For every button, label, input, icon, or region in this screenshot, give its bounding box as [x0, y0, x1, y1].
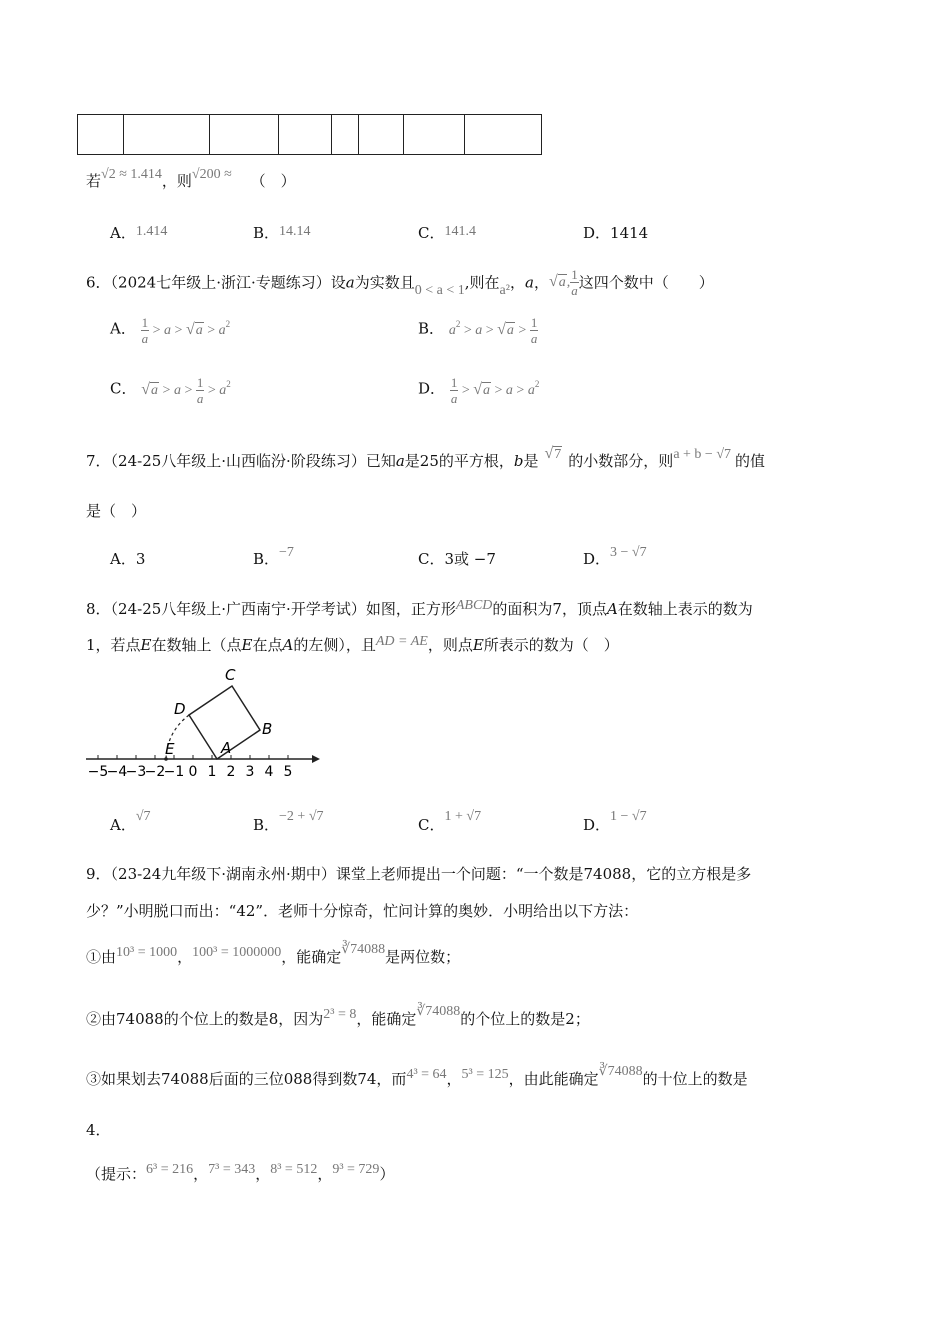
option-value: 1 + √7 — [444, 809, 482, 824]
q8-equality: AD = AE — [375, 634, 428, 649]
q9-text: ，由此能确定 — [508, 1070, 599, 1088]
q8-text: 在点 — [252, 636, 283, 654]
q9-text: ②由74088的个位上的数是8，因为 — [86, 1010, 324, 1028]
question-number: 8． — [86, 600, 111, 618]
label-c: C — [225, 666, 236, 684]
tick-label: 4 — [264, 764, 274, 780]
q8-text: 如图，正方形 — [365, 600, 456, 618]
q7-text: 是25的平方根， — [404, 452, 514, 470]
cube-root-expr: ∛74088 — [598, 1064, 643, 1079]
q9-hint-eq: 9³ = 729 — [332, 1162, 380, 1177]
label-d: D — [174, 700, 186, 718]
cube-root-expr: ∛74088 — [341, 942, 386, 957]
option-label: A． — [110, 816, 136, 834]
point-e: E — [241, 636, 253, 654]
label-b: B — [262, 720, 273, 738]
q7-text: 的值 — [735, 452, 766, 470]
table-cell — [279, 115, 332, 155]
option-label: D． — [583, 816, 611, 834]
q7-line2: 是（ ） — [86, 502, 147, 520]
q8-square-name: ABCD — [455, 598, 493, 613]
q6-option-c[interactable] — [110, 376, 231, 405]
q8-text: 1，若点 — [86, 636, 141, 654]
q6-text: ,则在 — [464, 273, 500, 292]
q5-option-d[interactable] — [583, 222, 648, 243]
q9-eq: 4³ = 64 — [406, 1067, 447, 1082]
label-e: E — [165, 740, 175, 758]
q9-text: 的十位上的数是 — [642, 1070, 748, 1088]
var-a: a — [345, 273, 355, 292]
table-cell — [404, 115, 465, 155]
tick-label: −2 — [144, 764, 166, 780]
cube-root-expr: ∛74088 — [416, 1004, 461, 1019]
table-cell — [124, 115, 210, 155]
option-label: D． — [418, 379, 446, 398]
q7-option-d[interactable] — [583, 545, 647, 569]
q9-hint-eq: 6³ = 216 — [146, 1162, 194, 1177]
table-cell — [210, 115, 279, 155]
q9-eq: 10³ = 1000 — [116, 945, 178, 960]
q9-text: ，能确定 — [356, 1010, 417, 1028]
tick-label: 0 — [188, 764, 198, 780]
option-label: A． — [110, 550, 136, 568]
q6-option-d[interactable] — [418, 376, 539, 405]
q9-hint-eq: 8³ = 512 — [270, 1162, 318, 1177]
q9-eq: 5³ = 125 — [461, 1067, 509, 1082]
tick-label: −5 — [87, 764, 109, 780]
option-label: A． — [110, 224, 136, 242]
option-value: −7 — [279, 545, 294, 560]
q9-text: （提示： — [86, 1165, 147, 1183]
option-label: A． — [110, 319, 136, 338]
option-label: C． — [418, 550, 445, 568]
tick-label: −4 — [106, 764, 128, 780]
option-value: 1 − √7 — [610, 809, 647, 824]
q6-condition: 0 < a < 1 — [414, 282, 465, 298]
q6-option-a[interactable] — [110, 316, 230, 345]
q6-option-d-expr: $\frac{1}{a}$ > $√a > a > a^2$ — [450, 375, 540, 406]
q6-text: 为实数且 — [354, 273, 415, 292]
tick-label: −3 — [125, 764, 147, 780]
q8-option-c[interactable] — [418, 809, 482, 835]
q9-eq: 100³ = 1000000 — [192, 945, 282, 960]
q9-text: 课堂上老师提出一个问题：“一个数是74088，它的立方根是多 — [335, 865, 752, 883]
q6-sqrt-and-reciprocal: √a, $\frac{1}{a}$ — [548, 267, 578, 298]
q9-line2: 少？”小明脱口而出：“42”．老师十分惊奇，忙问计算的奥妙．小明给出以下方法： — [86, 902, 639, 920]
q8-text: 的左侧），且 — [293, 636, 376, 654]
table-cell — [359, 115, 404, 155]
question-source: （24-25八年级上·广西南宁·开学考试） — [110, 600, 366, 618]
var-a: a — [524, 273, 534, 292]
point-a: A — [606, 600, 618, 618]
sqrt7-expr: √7 — [544, 445, 562, 462]
var-a: a — [395, 452, 405, 470]
var-b: b — [513, 452, 524, 470]
option-value: 14.14 — [279, 224, 311, 239]
q9-step2 — [86, 1004, 590, 1029]
tick-label: 2 — [226, 764, 236, 780]
q9-text: 是两位数； — [385, 948, 461, 966]
label-a: A — [221, 739, 232, 757]
option-label: B． — [418, 319, 445, 338]
option-value: 1414 — [610, 224, 649, 242]
q9-step1: ①由10³ = 1000，100³ = 1000000，能确定∛74088是两位数； — [86, 942, 461, 966]
option-label: D． — [583, 550, 611, 568]
option-label: B． — [253, 816, 280, 834]
question-source: （23-24九年级下·湖南永州·期中） — [110, 865, 336, 883]
q6-text: 设 — [330, 273, 346, 292]
q8-text: 所表示的数为（ ） — [483, 636, 619, 654]
option-label: B． — [253, 550, 280, 568]
point-a: A — [282, 636, 294, 654]
q9-text: ） — [379, 1165, 395, 1183]
q8-text: ，则点 — [427, 636, 473, 654]
option-label: C． — [418, 224, 445, 242]
tick-label: 5 — [283, 764, 293, 780]
option-value: 141.4 — [444, 224, 476, 239]
q9-text: ，能确定 — [281, 948, 342, 966]
q6-option-b-expr: $a^2 > a > √a$ > $\frac{1}{a}$ — [448, 315, 538, 346]
q5-option-c[interactable] — [418, 222, 476, 243]
option-value: −2 + √7 — [279, 809, 324, 824]
option-value: 1.414 — [135, 224, 168, 239]
q8-option-d[interactable] — [583, 809, 647, 835]
q7-text: 是 — [523, 452, 539, 470]
q6-option-b[interactable] — [418, 316, 538, 345]
q8-text: 在数轴上表示的数为 — [617, 600, 753, 618]
q9-hint: （提示：6³ = 216，7³ = 343，8³ = 512，9³ = 729） — [86, 1162, 395, 1183]
q5-option-a[interactable] — [110, 222, 167, 243]
q9-line1 — [86, 863, 751, 884]
q6-a-squared: a² — [499, 282, 510, 298]
q5-stem — [86, 167, 296, 191]
number-line-arrow — [312, 755, 320, 763]
q5-paren: （ ） — [250, 172, 296, 190]
question-number: 9． — [86, 865, 111, 883]
question-number: 6． — [86, 273, 111, 292]
q5-given-expr: √2 ≈ 1.414 — [101, 167, 162, 182]
question-source: （24-25八年级上·山西临汾·阶段练习） — [110, 452, 366, 470]
q5-prefix: 若 — [86, 172, 102, 190]
q5-target-expr: √200 ≈ — [191, 167, 232, 182]
table-cell — [465, 115, 542, 155]
q9-step3: ③如果划去74088后面的三位088得到数74，而4³ = 64，5³ = 125，由此能确定∛74088的十位上的数是 — [86, 1064, 748, 1088]
question-number: 7． — [86, 452, 111, 470]
tick-labels — [88, 764, 293, 780]
q8-line2 — [86, 634, 619, 655]
q7-expr: a + b − √7 — [673, 447, 732, 462]
q6-text: 这四个数中（ ） — [578, 273, 714, 292]
point-e: E — [140, 636, 152, 654]
q9-text: ①由 — [86, 948, 117, 966]
q5-option-b[interactable] — [253, 222, 311, 243]
table-cell — [332, 115, 359, 155]
q9-hint-eq: 7³ = 343 — [208, 1162, 256, 1177]
tick-label: −1 — [163, 764, 185, 780]
q9-text: ③如果划去74088后面的三位088得到数74，而 — [86, 1070, 407, 1088]
q7-text: 已知 — [365, 452, 396, 470]
q5-mid: ，则 — [161, 172, 192, 190]
q8-option-a[interactable] — [110, 809, 151, 835]
q9-text: 的个位上的数是2； — [460, 1010, 590, 1028]
tick-label: 1 — [207, 764, 217, 780]
q9-eq: 2³ = 8 — [323, 1007, 357, 1022]
point-e: E — [472, 636, 484, 654]
q8-text: 在数轴上（点 — [151, 636, 242, 654]
q7-option-b[interactable] — [253, 545, 294, 569]
q8-text: 的面积为7，顶点 — [492, 600, 607, 618]
q8-option-b[interactable] — [253, 809, 324, 835]
answer-table-fragment — [77, 114, 542, 155]
q9-step3-line2: 4． — [86, 1121, 111, 1139]
table-cell — [78, 115, 124, 155]
q6-stem — [86, 267, 714, 299]
q7-option-a[interactable] — [110, 548, 145, 569]
q6-text: ， — [533, 273, 549, 292]
option-label: B． — [253, 224, 280, 242]
q7-option-c[interactable] — [418, 548, 496, 569]
q8-figure — [84, 660, 324, 785]
q6-text: ， — [509, 273, 525, 292]
question-source: （2024七年级上·浙江·专题练习） — [110, 273, 331, 292]
option-label: C． — [110, 379, 137, 398]
q7-text: 的小数部分，则 — [568, 452, 674, 470]
option-value: 3 — [135, 550, 146, 568]
q8-stem — [86, 598, 753, 619]
option-value: √7 — [135, 809, 151, 824]
q6-option-a-expr: $\frac{1}{a}$ > $a > √a > a^2$ — [141, 315, 231, 346]
option-label: C． — [418, 816, 445, 834]
q7-stem — [86, 445, 766, 471]
q6-option-c-expr: √a > a > $\frac{1}{a}$ > $a^2$ — [141, 375, 231, 406]
tick-label: 3 — [245, 764, 255, 780]
option-label: D． — [583, 224, 611, 242]
option-value: 3 − √7 — [610, 545, 647, 560]
option-value: 3或 −7 — [444, 550, 496, 568]
